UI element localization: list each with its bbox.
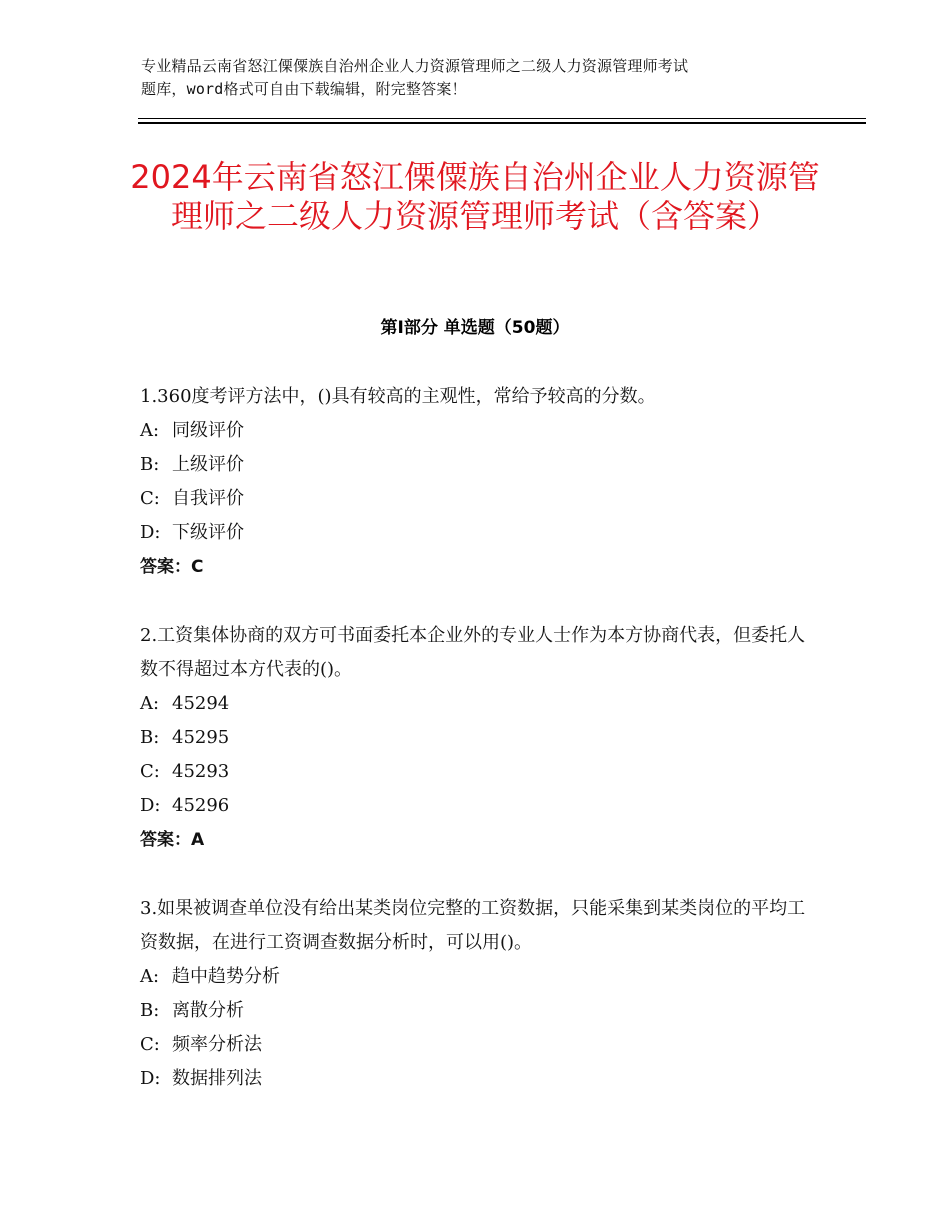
option-letter: A: bbox=[140, 966, 160, 987]
option-letter: A: bbox=[140, 693, 160, 714]
header-note-line-1: 专业精品云南省怒江傈僳族自治州企业人力资源管理师之二级人力资源管理师考试 bbox=[141, 57, 689, 75]
option-text: 频率分析法 bbox=[172, 1034, 262, 1055]
document-title: 2024年云南省怒江傈僳族自治州企业人力资源管理师之二级人力资源管理师考试（含答案） bbox=[130, 158, 820, 235]
option-d bbox=[140, 516, 820, 550]
question-stem: 1.360度考评方法中，()具有较高的主观性，常给予较高的分数。 bbox=[140, 386, 656, 407]
option-d bbox=[140, 1062, 820, 1096]
option-text: 自我评价 bbox=[172, 488, 244, 509]
option-letter: B: bbox=[140, 454, 160, 475]
option-letter: D: bbox=[140, 522, 161, 543]
option-c bbox=[140, 482, 820, 516]
option-letter: C: bbox=[140, 488, 160, 509]
option-text: 趋中趋势分析 bbox=[172, 966, 280, 987]
option-letter: A: bbox=[140, 420, 160, 441]
option-text: 下级评价 bbox=[172, 522, 244, 543]
option-letter: D: bbox=[140, 795, 161, 816]
option-text: 45295 bbox=[172, 727, 230, 748]
question-3 bbox=[140, 892, 820, 1096]
option-letter: D: bbox=[140, 1068, 161, 1089]
answer-line: 答案：A bbox=[140, 830, 205, 850]
section-heading: 第Ⅰ部分 单选题（50题） bbox=[380, 318, 570, 338]
option-b bbox=[140, 448, 820, 482]
option-b bbox=[140, 994, 820, 1028]
option-text: 离散分析 bbox=[172, 1000, 244, 1021]
option-text: 45293 bbox=[172, 761, 230, 782]
answer-line: 答案：C bbox=[140, 557, 204, 577]
option-letter: C: bbox=[140, 1034, 160, 1055]
option-c bbox=[140, 1028, 820, 1062]
header-note-line-2: 题库，word格式可自由下载编辑，附完整答案！ bbox=[141, 80, 467, 98]
option-text: 上级评价 bbox=[172, 454, 244, 475]
option-text: 数据排列法 bbox=[172, 1068, 262, 1089]
option-letter: B: bbox=[140, 727, 160, 748]
option-d bbox=[140, 789, 820, 823]
question-1 bbox=[140, 380, 820, 584]
header-divider-thin bbox=[138, 118, 866, 119]
option-c bbox=[140, 755, 820, 789]
question-stem: 3.如果被调查单位没有给出某类岗位完整的工资数据，只能采集到某类岗位的平均工资数据，在进行工资调查数据分析时，可以用()。 bbox=[140, 898, 806, 953]
option-text: 45294 bbox=[172, 693, 230, 714]
header-note bbox=[141, 55, 831, 101]
option-text: 45296 bbox=[172, 795, 230, 816]
question-2 bbox=[140, 619, 820, 857]
option-b bbox=[140, 721, 820, 755]
question-stem: 2.工资集体协商的双方可书面委托本企业外的专业人士作为本方协商代表，但委托人数不得超过本方代表的()。 bbox=[140, 625, 806, 680]
header-divider-thick bbox=[138, 122, 866, 124]
option-letter: B: bbox=[140, 1000, 160, 1021]
option-text: 同级评价 bbox=[172, 420, 244, 441]
option-a bbox=[140, 960, 820, 994]
option-a bbox=[140, 687, 820, 721]
option-letter: C: bbox=[140, 761, 160, 782]
option-a bbox=[140, 414, 820, 448]
